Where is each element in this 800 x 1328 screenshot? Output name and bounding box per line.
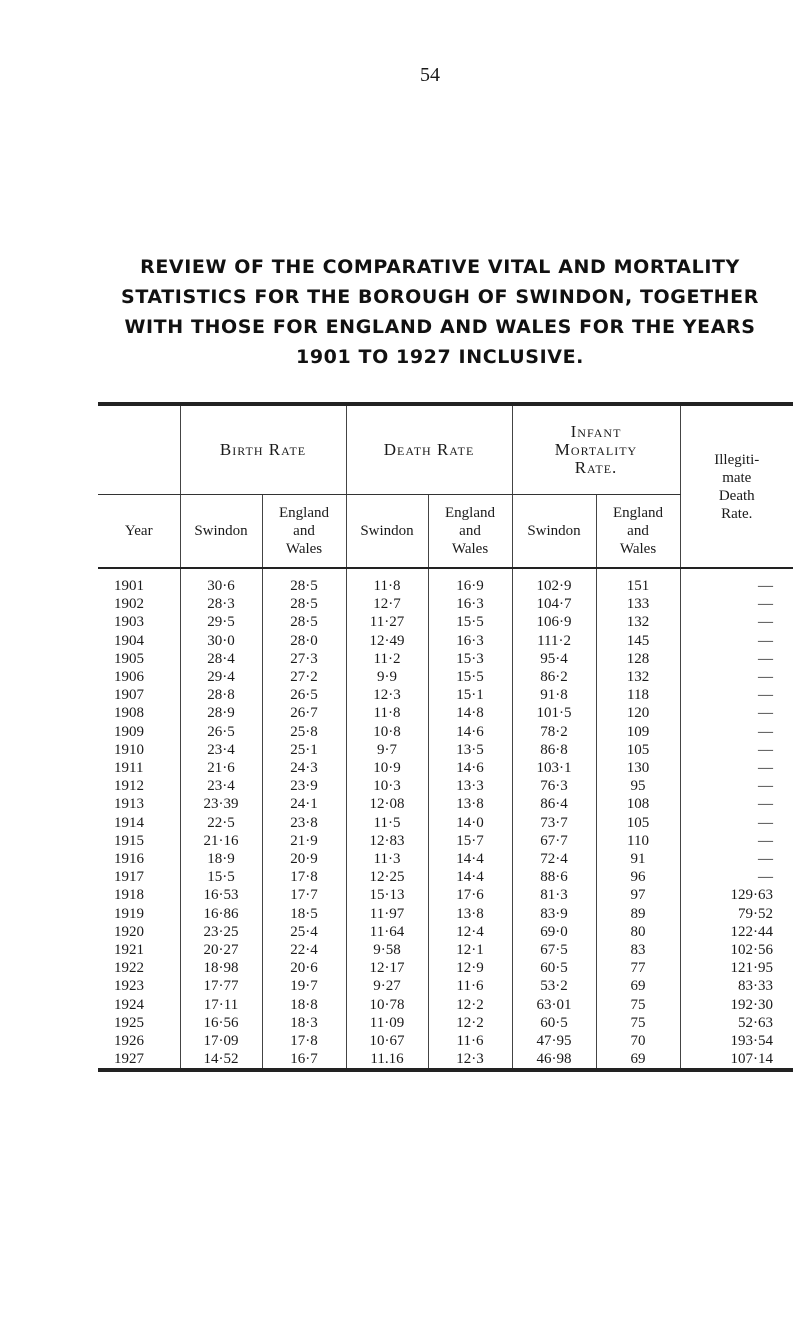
birth-england-cell: 28·5 xyxy=(262,613,346,631)
illegitimate-rate-cell: — xyxy=(680,814,793,832)
illegitimate-rate-cell: — xyxy=(680,741,793,759)
infant-swindon-cell: 83·9 xyxy=(512,905,596,923)
statistics-table-container xyxy=(98,402,793,1072)
year-cell: 1912 xyxy=(114,778,144,795)
birth-england-cell: 20·6 xyxy=(262,959,346,977)
infant-swindon-cell: 60·5 xyxy=(512,959,596,977)
infant-swindon-cell: 46·98 xyxy=(512,1050,596,1070)
illegitimate-rate-cell: — xyxy=(680,632,793,650)
infant-england-cell: 132 xyxy=(596,668,680,686)
infant-swindon-header: Swindon xyxy=(512,495,596,569)
death-england-cell: 17·6 xyxy=(428,886,512,904)
birth-swindon-cell: 30·6 xyxy=(180,568,262,595)
illegit-label-3: Death xyxy=(718,487,755,504)
table-row xyxy=(98,886,793,904)
death-swindon-cell: 12·49 xyxy=(346,632,428,650)
illegitimate-rate-cell: 83·33 xyxy=(680,977,793,995)
page-number: 54 xyxy=(420,64,440,86)
infant-england-cell: 95 xyxy=(596,777,680,795)
illegit-label-2: mate xyxy=(722,469,752,486)
birth-england-cell: 25·8 xyxy=(262,723,346,741)
death-swindon-cell: 10·3 xyxy=(346,777,428,795)
birth-england-cell: 17·8 xyxy=(262,868,346,886)
birth-swindon-cell: 23·4 xyxy=(180,741,262,759)
death-england-cell: 12·9 xyxy=(428,959,512,977)
table-row xyxy=(98,832,793,850)
birth-rate-header xyxy=(180,406,346,495)
infant-swindon-cell: 104·7 xyxy=(512,595,596,613)
year-cell: 1904 xyxy=(114,632,144,649)
birth-england-cell: 24·1 xyxy=(262,795,346,813)
infant-swindon-cell: 86·8 xyxy=(512,741,596,759)
table-row xyxy=(98,941,793,959)
year-cell: 1911 xyxy=(114,760,144,777)
wales-label: Wales xyxy=(451,541,489,557)
birth-swindon-cell: 16·56 xyxy=(180,1014,262,1032)
death-england-cell: 15·1 xyxy=(428,686,512,704)
table-row xyxy=(98,668,793,686)
infant-swindon-cell: 102·9 xyxy=(512,568,596,595)
death-england-cell: 11·6 xyxy=(428,1032,512,1050)
death-swindon-cell: 10·9 xyxy=(346,759,428,777)
illegitimate-rate-cell: — xyxy=(680,868,793,886)
death-swindon-cell: 11·8 xyxy=(346,704,428,722)
infant-england-cell: 83 xyxy=(596,941,680,959)
infant-england-cell: 109 xyxy=(596,723,680,741)
infant-england-cell: 96 xyxy=(596,868,680,886)
birth-england-cell: 24·3 xyxy=(262,759,346,777)
birth-england-cell: 23·8 xyxy=(262,814,346,832)
infant-mortality-label-2: Mortality xyxy=(554,440,638,459)
table-row xyxy=(98,632,793,650)
death-swindon-cell: 12·3 xyxy=(346,686,428,704)
infant-england-cell: 80 xyxy=(596,923,680,941)
death-swindon-cell: 11·2 xyxy=(346,650,428,668)
death-swindon-cell: 11·3 xyxy=(346,850,428,868)
year-cell: 1926 xyxy=(114,1033,144,1050)
year-cell: 1919 xyxy=(114,905,144,922)
death-england-cell: 13·3 xyxy=(428,777,512,795)
year-cell: 1901 xyxy=(114,578,144,594)
year-cell: 1924 xyxy=(114,996,144,1013)
and-label: and xyxy=(293,523,315,539)
death-england-cell: 12·3 xyxy=(428,1050,512,1070)
death-swindon-cell: 15·13 xyxy=(346,886,428,904)
table-row xyxy=(98,905,793,923)
infant-swindon-cell: 63·01 xyxy=(512,996,596,1014)
death-england-cell: 14·4 xyxy=(428,868,512,886)
infant-swindon-cell: 69·0 xyxy=(512,923,596,941)
table-body xyxy=(98,568,793,1070)
birth-swindon-cell: 21·6 xyxy=(180,759,262,777)
birth-swindon-cell: 23·25 xyxy=(180,923,262,941)
birth-swindon-cell: 14·52 xyxy=(180,1050,262,1070)
illegitimate-rate-cell: — xyxy=(680,650,793,668)
birth-swindon-header: Swindon xyxy=(180,495,262,569)
birth-england-cell: 28·5 xyxy=(262,568,346,595)
birth-england-cell: 23·9 xyxy=(262,777,346,795)
illegitimate-rate-cell: 107·14 xyxy=(680,1050,793,1070)
year-cell: 1905 xyxy=(114,650,144,667)
death-swindon-cell: 11·64 xyxy=(346,923,428,941)
death-england-cell: 14·6 xyxy=(428,759,512,777)
infant-swindon-cell: 67·7 xyxy=(512,832,596,850)
death-swindon-cell: 11.16 xyxy=(346,1050,428,1070)
death-england-cell: 12·4 xyxy=(428,923,512,941)
death-england-cell: 12·1 xyxy=(428,941,512,959)
birth-swindon-cell: 16·53 xyxy=(180,886,262,904)
title-line: WITH THOSE FOR ENGLAND AND WALES FOR THE YEARS xyxy=(124,316,756,338)
table-row xyxy=(98,595,793,613)
table-row xyxy=(98,923,793,941)
death-england-cell: 12·2 xyxy=(428,1014,512,1032)
table-row xyxy=(98,686,793,704)
and-label: and xyxy=(627,523,649,539)
infant-england-cell: 105 xyxy=(596,741,680,759)
infant-swindon-cell: 91·8 xyxy=(512,686,596,704)
death-england-cell: 14·8 xyxy=(428,704,512,722)
birth-swindon-cell: 30·0 xyxy=(180,632,262,650)
death-swindon-header: Swindon xyxy=(346,495,428,569)
illegitimate-rate-cell: — xyxy=(680,832,793,850)
death-swindon-cell: 11·09 xyxy=(346,1014,428,1032)
table-row xyxy=(98,959,793,977)
illegitimate-rate-cell: 121·95 xyxy=(680,959,793,977)
birth-swindon-cell: 29·5 xyxy=(180,613,262,631)
illegitimate-rate-cell: 193·54 xyxy=(680,1032,793,1050)
infant-england-cell: 120 xyxy=(596,704,680,722)
death-rate-header xyxy=(346,406,512,495)
year-cell: 1925 xyxy=(114,1014,144,1031)
death-swindon-cell: 10·8 xyxy=(346,723,428,741)
year-cell: 1920 xyxy=(114,923,144,940)
birth-england-cell: 21·9 xyxy=(262,832,346,850)
england-label: England xyxy=(445,505,496,521)
corner-cell xyxy=(98,406,180,495)
year-cell: 1915 xyxy=(114,832,144,849)
death-swindon-cell: 10·67 xyxy=(346,1032,428,1050)
illegitimate-death-rate-header xyxy=(680,406,793,568)
illegitimate-rate-cell: — xyxy=(680,595,793,613)
infant-england-cell: 105 xyxy=(596,814,680,832)
birth-swindon-cell: 23·39 xyxy=(180,795,262,813)
year-cell: 1908 xyxy=(114,705,144,722)
birth-england-cell: 17·7 xyxy=(262,886,346,904)
table-row xyxy=(98,977,793,995)
infant-england-cell: 151 xyxy=(596,568,680,595)
infant-swindon-cell: 95·4 xyxy=(512,650,596,668)
year-cell: 1916 xyxy=(114,851,144,868)
birth-england-cell: 28·0 xyxy=(262,632,346,650)
birth-england-cell: 18·8 xyxy=(262,996,346,1014)
birth-england-cell: 19·7 xyxy=(262,977,346,995)
infant-england-cell: 130 xyxy=(596,759,680,777)
birth-swindon-cell: 18·98 xyxy=(180,959,262,977)
infant-england-cell: 145 xyxy=(596,632,680,650)
infant-swindon-cell: 111·2 xyxy=(512,632,596,650)
illegitimate-rate-cell: — xyxy=(680,668,793,686)
infant-england-cell: 77 xyxy=(596,959,680,977)
death-swindon-cell: 9·27 xyxy=(346,977,428,995)
birth-england-cell: 28·5 xyxy=(262,595,346,613)
infant-england-cell: 128 xyxy=(596,650,680,668)
birth-swindon-cell: 18·9 xyxy=(180,850,262,868)
year-cell: 1903 xyxy=(114,614,144,631)
birth-swindon-cell: 17·09 xyxy=(180,1032,262,1050)
birth-england-cell: 17·8 xyxy=(262,1032,346,1050)
year-cell: 1913 xyxy=(114,796,144,813)
illegitimate-rate-cell: — xyxy=(680,568,793,595)
table-row xyxy=(98,723,793,741)
death-england-cell: 16·9 xyxy=(428,568,512,595)
birth-england-cell: 26·7 xyxy=(262,704,346,722)
birth-swindon-cell: 28·9 xyxy=(180,704,262,722)
illegitimate-rate-cell: — xyxy=(680,795,793,813)
infant-england-cell: 75 xyxy=(596,996,680,1014)
table-row xyxy=(98,1032,793,1050)
table-row xyxy=(98,741,793,759)
infant-swindon-cell: 103·1 xyxy=(512,759,596,777)
year-cell: 1910 xyxy=(114,741,144,758)
birth-swindon-cell: 16·86 xyxy=(180,905,262,923)
birth-swindon-cell: 20·27 xyxy=(180,941,262,959)
table-row xyxy=(98,1050,793,1070)
table-row xyxy=(98,704,793,722)
infant-swindon-cell: 101·5 xyxy=(512,704,596,722)
table-row xyxy=(98,850,793,868)
year-cell: 1914 xyxy=(114,814,144,831)
birth-swindon-cell: 17·11 xyxy=(180,996,262,1014)
infant-england-cell: 91 xyxy=(596,850,680,868)
title-line: REVIEW OF THE COMPARATIVE VITAL AND MORTALITY xyxy=(140,256,740,278)
illegit-label-1: Illegiti- xyxy=(714,451,760,468)
birth-rate-label: Birth Rate xyxy=(219,439,307,459)
death-england-cell: 11·6 xyxy=(428,977,512,995)
birth-england-cell: 22·4 xyxy=(262,941,346,959)
table-row xyxy=(98,996,793,1014)
table-row xyxy=(98,795,793,813)
year-cell: 1902 xyxy=(114,596,144,613)
table-row xyxy=(98,1014,793,1032)
illegitimate-rate-cell: — xyxy=(680,850,793,868)
year-cell: 1918 xyxy=(114,887,144,904)
infant-swindon-cell: 60·5 xyxy=(512,1014,596,1032)
death-swindon-cell: 12·08 xyxy=(346,795,428,813)
death-england-cell: 15·5 xyxy=(428,668,512,686)
death-england-cell: 16·3 xyxy=(428,595,512,613)
table-row xyxy=(98,868,793,886)
document-title xyxy=(100,252,780,372)
illegitimate-rate-cell: — xyxy=(680,613,793,631)
infant-england-cell: 132 xyxy=(596,613,680,631)
illegitimate-rate-cell: 122·44 xyxy=(680,923,793,941)
illegitimate-rate-cell: — xyxy=(680,704,793,722)
year-cell: 1922 xyxy=(114,960,144,977)
infant-england-cell: 70 xyxy=(596,1032,680,1050)
statistics-table xyxy=(98,406,793,1072)
year-cell: 1907 xyxy=(114,687,144,704)
year-cell: 1906 xyxy=(114,669,144,686)
table-row xyxy=(98,814,793,832)
infant-swindon-cell: 53·2 xyxy=(512,977,596,995)
year-cell: 1927 xyxy=(98,1050,180,1070)
birth-england-cell: 25·4 xyxy=(262,923,346,941)
birth-swindon-cell: 21·16 xyxy=(180,832,262,850)
death-swindon-cell: 9·9 xyxy=(346,668,428,686)
infant-swindon-cell: 73·7 xyxy=(512,814,596,832)
death-swindon-cell: 11·5 xyxy=(346,814,428,832)
death-england-cell: 15·7 xyxy=(428,832,512,850)
illegitimate-rate-cell: — xyxy=(680,777,793,795)
infant-england-cell: 75 xyxy=(596,1014,680,1032)
birth-england-cell: 18·3 xyxy=(262,1014,346,1032)
birth-england-header xyxy=(262,495,346,569)
death-swindon-cell: 12·17 xyxy=(346,959,428,977)
birth-england-cell: 27·2 xyxy=(262,668,346,686)
year-cell: 1921 xyxy=(114,942,144,959)
infant-swindon-cell: 47·95 xyxy=(512,1032,596,1050)
wales-label: Wales xyxy=(619,541,657,557)
death-england-cell: 12·2 xyxy=(428,996,512,1014)
table-row xyxy=(98,650,793,668)
death-swindon-cell: 12·83 xyxy=(346,832,428,850)
infant-mortality-label-3: Rate. xyxy=(574,458,618,477)
and-label: and xyxy=(459,523,481,539)
table-row xyxy=(98,777,793,795)
birth-swindon-cell: 22·5 xyxy=(180,814,262,832)
death-swindon-cell: 12·25 xyxy=(346,868,428,886)
table-row xyxy=(98,568,793,595)
infant-swindon-cell: 86·2 xyxy=(512,668,596,686)
death-swindon-cell: 12·7 xyxy=(346,595,428,613)
death-england-cell: 16·3 xyxy=(428,632,512,650)
illegitimate-rate-cell: — xyxy=(680,759,793,777)
infant-swindon-cell: 72·4 xyxy=(512,850,596,868)
infant-swindon-cell: 78·2 xyxy=(512,723,596,741)
death-swindon-cell: 10·78 xyxy=(346,996,428,1014)
death-swindon-cell: 11·27 xyxy=(346,613,428,631)
birth-swindon-cell: 28·4 xyxy=(180,650,262,668)
birth-england-cell: 20·9 xyxy=(262,850,346,868)
infant-swindon-cell: 86·4 xyxy=(512,795,596,813)
infant-england-cell: 97 xyxy=(596,886,680,904)
illegitimate-rate-cell: 52·63 xyxy=(680,1014,793,1032)
england-label: England xyxy=(613,505,664,521)
death-swindon-cell: 11·8 xyxy=(346,568,428,595)
birth-swindon-cell: 28·8 xyxy=(180,686,262,704)
death-rate-label: Death Rate xyxy=(383,439,475,459)
table-row xyxy=(98,759,793,777)
birth-england-cell: 27·3 xyxy=(262,650,346,668)
death-swindon-cell: 9·58 xyxy=(346,941,428,959)
death-england-cell: 15·3 xyxy=(428,650,512,668)
year-cell: 1909 xyxy=(114,723,144,740)
infant-england-cell: 133 xyxy=(596,595,680,613)
birth-swindon-cell: 23·4 xyxy=(180,777,262,795)
infant-swindon-cell: 88·6 xyxy=(512,868,596,886)
birth-swindon-cell: 28·3 xyxy=(180,595,262,613)
infant-swindon-cell: 106·9 xyxy=(512,613,596,631)
england-label: England xyxy=(279,505,329,521)
birth-swindon-cell: 26·5 xyxy=(180,723,262,741)
infant-england-cell: 108 xyxy=(596,795,680,813)
year-cell: 1917 xyxy=(114,869,144,886)
year-cell: 1923 xyxy=(114,978,144,995)
birth-swindon-cell: 29·4 xyxy=(180,668,262,686)
birth-england-cell: 25·1 xyxy=(262,741,346,759)
infant-swindon-cell: 81·3 xyxy=(512,886,596,904)
infant-england-cell: 69 xyxy=(596,1050,680,1070)
illegitimate-rate-cell: 79·52 xyxy=(680,905,793,923)
infant-england-cell: 118 xyxy=(596,686,680,704)
illegit-label-4: Rate. xyxy=(721,505,753,522)
death-england-cell: 13·8 xyxy=(428,795,512,813)
illegitimate-rate-cell: 129·63 xyxy=(680,886,793,904)
death-england-cell: 14·4 xyxy=(428,850,512,868)
illegitimate-rate-cell: 102·56 xyxy=(680,941,793,959)
death-swindon-cell: 11·97 xyxy=(346,905,428,923)
infant-england-cell: 110 xyxy=(596,832,680,850)
infant-england-header xyxy=(596,495,680,569)
table-row xyxy=(98,613,793,631)
birth-england-cell: 26·5 xyxy=(262,686,346,704)
death-england-cell: 15·5 xyxy=(428,613,512,631)
death-swindon-cell: 9·7 xyxy=(346,741,428,759)
wales-label: Wales xyxy=(285,541,323,557)
infant-mortality-label-1: Infant xyxy=(570,422,622,441)
infant-swindon-cell: 67·5 xyxy=(512,941,596,959)
title-line: STATISTICS FOR THE BOROUGH OF SWINDON, TOGETHER xyxy=(121,286,759,308)
death-england-header xyxy=(428,495,512,569)
death-england-cell: 14·0 xyxy=(428,814,512,832)
infant-mortality-header xyxy=(512,406,680,495)
illegitimate-rate-cell: — xyxy=(680,686,793,704)
death-england-cell: 14·6 xyxy=(428,723,512,741)
year-header: Year xyxy=(98,495,180,569)
illegitimate-rate-cell: 192·30 xyxy=(680,996,793,1014)
infant-england-cell: 89 xyxy=(596,905,680,923)
infant-swindon-cell: 76·3 xyxy=(512,777,596,795)
birth-england-cell: 18·5 xyxy=(262,905,346,923)
birth-swindon-cell: 17·77 xyxy=(180,977,262,995)
birth-england-cell: 16·7 xyxy=(262,1050,346,1070)
death-england-cell: 13·5 xyxy=(428,741,512,759)
infant-england-cell: 69 xyxy=(596,977,680,995)
birth-swindon-cell: 15·5 xyxy=(180,868,262,886)
title-line: 1901 TO 1927 INCLUSIVE. xyxy=(296,346,584,368)
illegitimate-rate-cell: — xyxy=(680,723,793,741)
death-england-cell: 13·8 xyxy=(428,905,512,923)
